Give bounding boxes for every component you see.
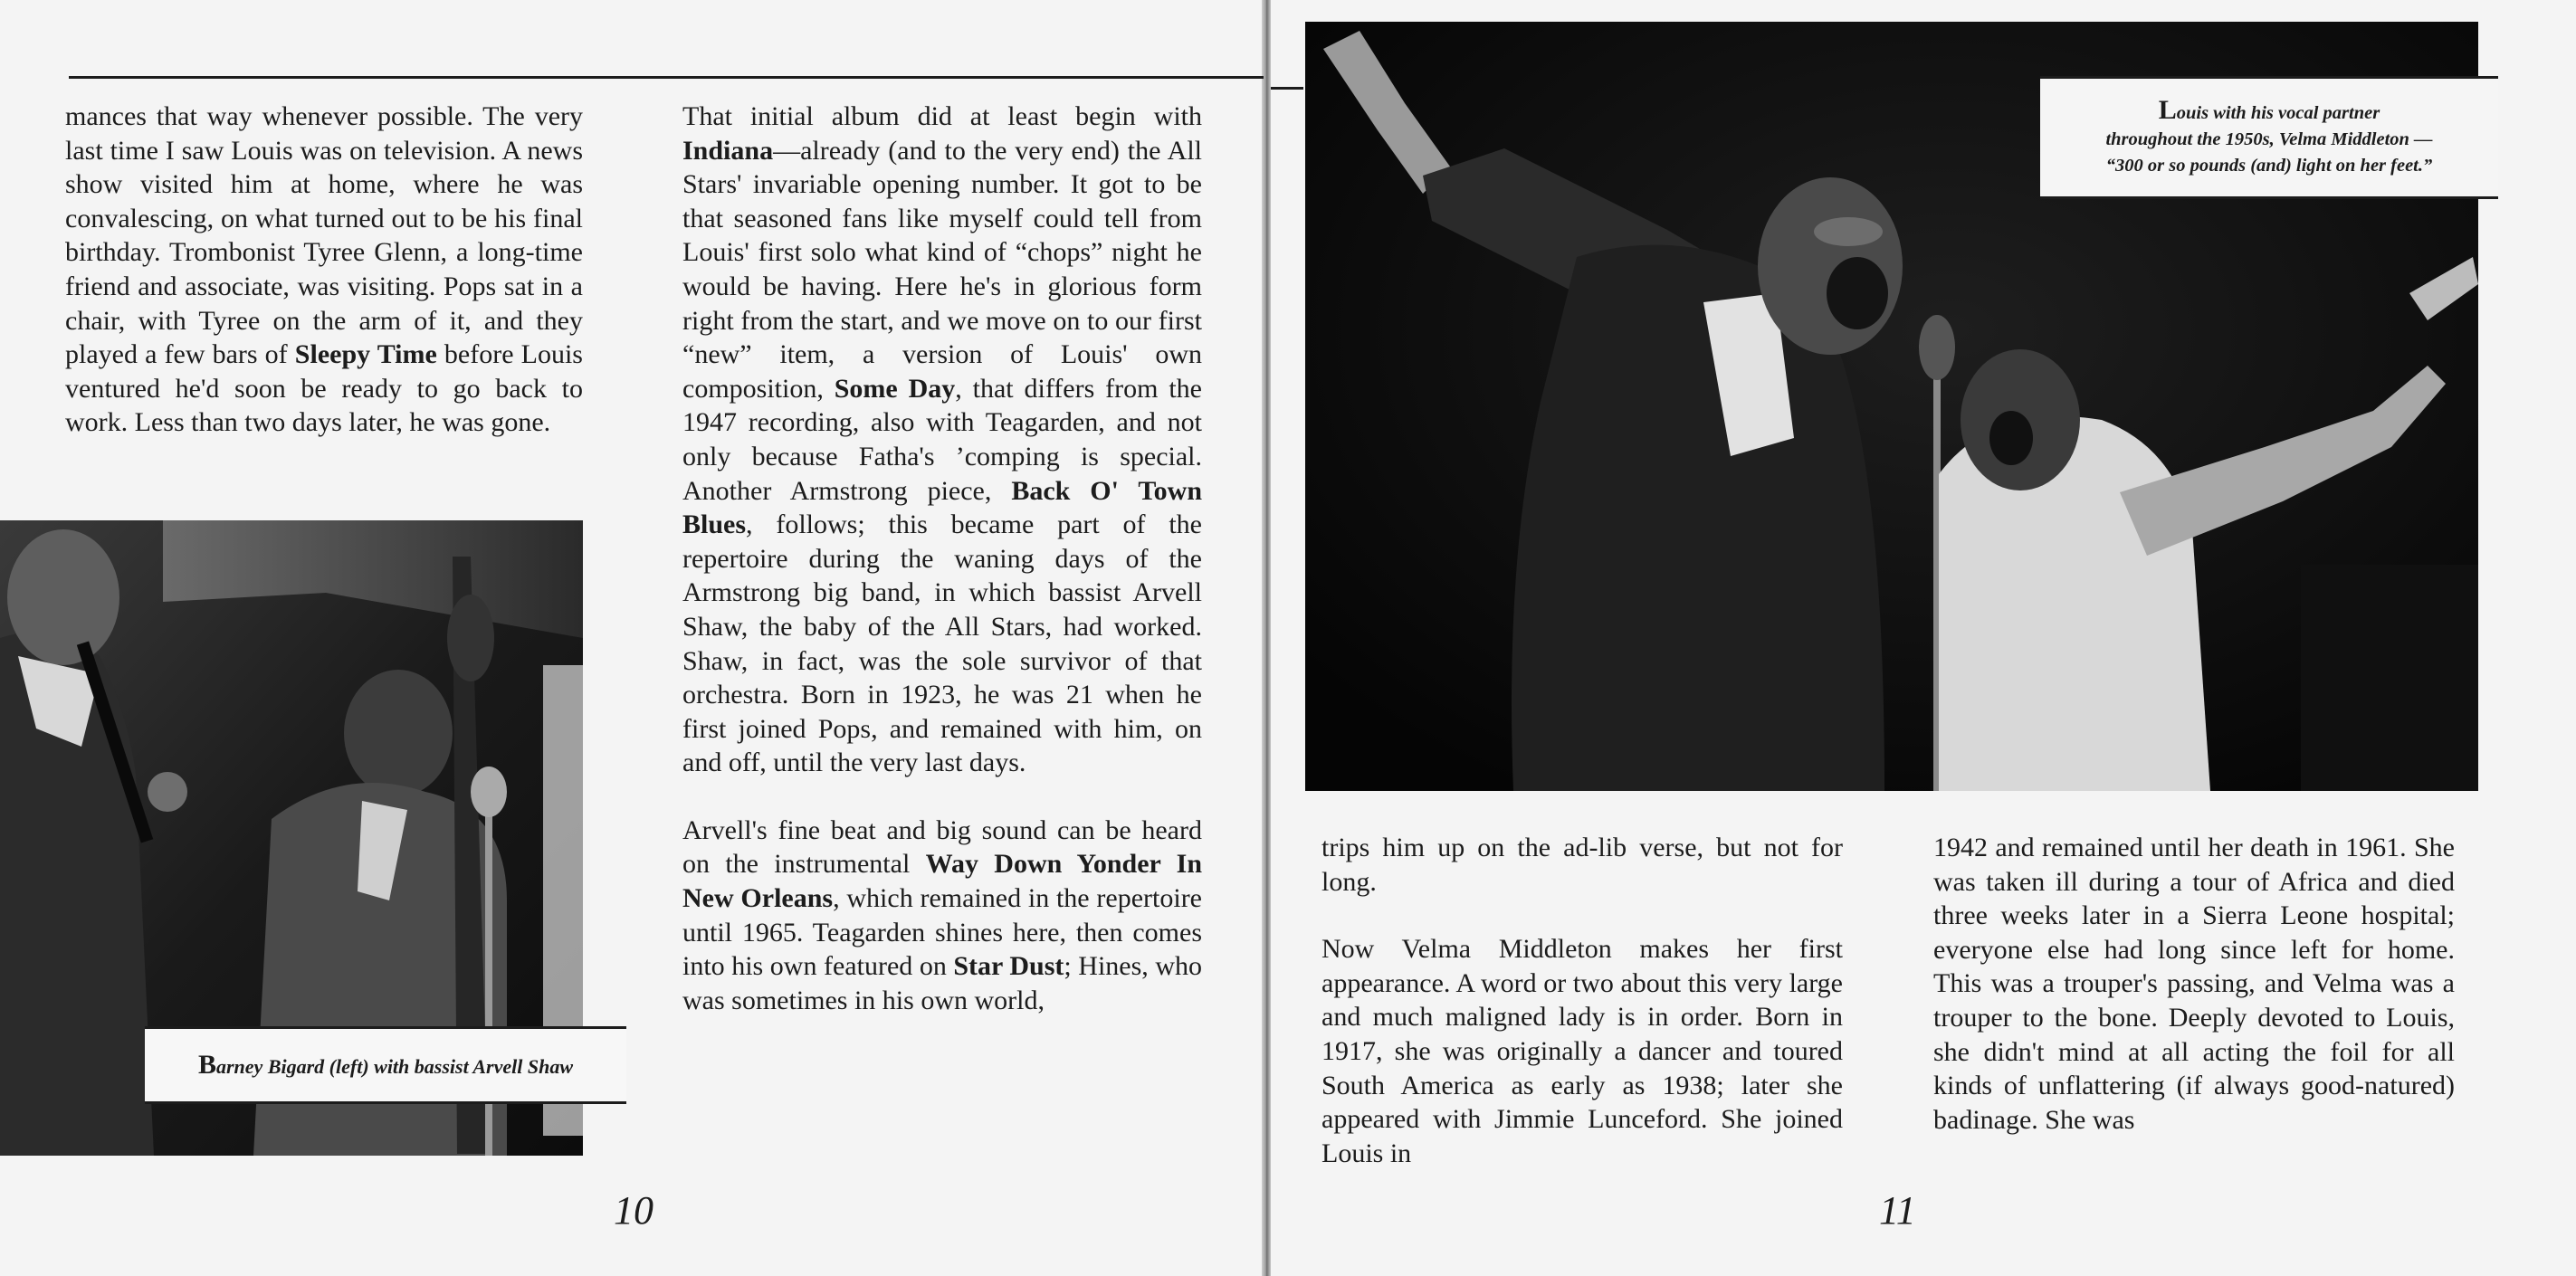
top-rule-left <box>69 76 1264 79</box>
page-number-right: 11 <box>1879 1188 1916 1233</box>
caption-bigard-shaw <box>145 1026 626 1104</box>
right-column-1 <box>1321 831 1843 1170</box>
caption-drop-letter: B <box>197 1050 216 1080</box>
page-number-left: 10 <box>614 1188 654 1233</box>
song-title: Way Down Yonder In New Orleans <box>682 849 1202 914</box>
song-title: Sleepy Time <box>294 339 437 370</box>
left-column-1 <box>65 100 583 440</box>
left-column-2 <box>682 100 1202 1017</box>
book-spine <box>1262 0 1271 1276</box>
caption-line1: ouis with his vocal partner <box>2176 102 2380 123</box>
left-col2-para2: Arvell's fine beat and big sound can be heard on the instrumental Way Down Yonder In New Orleans, which remained in the repertoire until 1965. Teagarden shines here, then comes into his own featured on Star Dust; Hines, who was sometimes in his own world, <box>682 814 1202 1015</box>
right-col2-para1: 1942 and remained until her death in 1961. She was taken ill during a tour of Africa and died three weeks later in a Sierra Leone hospital; everyone else had long since left for home. This was a trouper's passing, and Velma was a trouper to the bone. Deeply devoted to Louis, she didn't mind at all acting the foil for all kinds of unflattering (if always good-natured) badinage. She was <box>1933 833 2455 1135</box>
right-col1-para2: Now Velma Middleton makes her first appearance. A word or two about this very large and much maligned lady is in order. Born in 1917, she was originally a dancer and toured South America as early as 1938; later she appeared with Jimmie Lunceford. She joined Louis in <box>1321 934 1843 1168</box>
right-col1-para1: trips him up on the ad-lib verse, but not for long. <box>1321 833 1843 897</box>
song-title: Star Dust <box>953 951 1064 982</box>
left-col1-para1: mances that way whenever possible. The very last time I saw Louis was on television. A news show visited him at home, where he was convalescing, on what turned out to be his final birthday. Trombonist Tyree Glenn, a long-time friend and associate, was visiting. Pops sat in a chair, with Tyree on the arm of it, and they played a few bars of Sleepy Time before Louis ventured he'd soon be ready to go back to work. Less than two days later, he was gone. <box>65 101 583 438</box>
caption-line2: throughout the 1950s, Velma Middleton — <box>2105 129 2433 149</box>
caption-drop-letter-right: L <box>2158 94 2177 125</box>
left-col2-para1: That initial album did at least begin with Indiana—already (and to the very end) the All Stars' invariable opening number. It got to be that seasoned fans like myself could tell from Louis' first solo what kind of “chops” night he would be having. Here he's in glorious form right from the start, and we move on to our first “new” item, a version of Louis' own composition, Some Day, that differs from the 1947 recording, also with Teagarden, and not only because Fatha's ’comping is special. Another Armstrong piece, Back O' Town Blues, follows; this became part of the repertoire during the waning days of the Armstrong big band, in which bassist Arvell Shaw, the baby of the All Stars, had worked. Shaw, in fact, was the sole survivor of that orchestra. Born in 1923, he was 21 when he first joined Pops, and remained with him, on and off, until the very last days. <box>682 101 1203 778</box>
caption-text: arney Bigard (left) with bassist Arvell Shaw <box>216 1055 574 1078</box>
song-title: Some Day <box>834 373 956 404</box>
song-title: Indiana <box>682 135 774 166</box>
right-column-2 <box>1933 831 2455 1137</box>
top-rule-right <box>1271 87 1303 90</box>
caption-line3: “300 or so pounds (and) light on her feet.” <box>2105 155 2433 176</box>
song-title: Back O' Town Blues <box>682 475 1203 540</box>
caption-louis-velma <box>2040 76 2498 199</box>
